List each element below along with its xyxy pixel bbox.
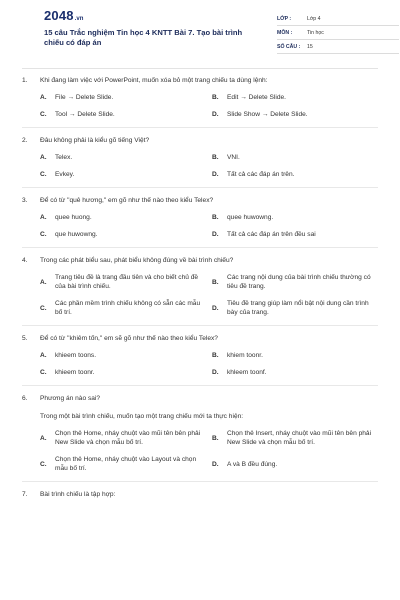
option-letter: D. [212,304,219,312]
answer-option-d[interactable] [212,455,378,473]
option-text: Telex. [55,154,73,161]
option-text: VNI. [227,154,240,161]
question-number: 7. [22,491,28,498]
question-stem: Để có từ "khiêm tốn," em sẽ gõ như thế nào theo kiểu Telex? [40,335,218,342]
option-letter: D. [212,171,219,178]
question-subtext: Trong một bài trình chiếu, muốn tạo một trang chiếu mới ta thực hiện: [40,413,244,420]
question-7 [22,490,378,499]
option-text: File → Delete Slide. [55,94,114,101]
option-text: quee huwowng. [227,214,274,221]
site-logo[interactable] [44,8,83,23]
answer-option-c[interactable] [40,299,206,317]
option-letter: B. [212,352,219,359]
answer-option-b[interactable] [212,93,378,102]
option-letter: B. [212,278,219,286]
answer-option-d[interactable] [212,110,378,119]
meta-label: MÔN : [277,29,293,36]
option-text: Chọn thẻ Home, nháy chuột vào Layout và chọn mẫu bố trí. [55,456,197,472]
question-number: 3. [22,197,28,204]
option-letter: D. [212,231,219,238]
option-letter: C. [40,111,47,118]
question-4 [22,256,378,317]
answer-option-a[interactable] [40,429,206,447]
answer-option-b[interactable] [212,273,378,291]
question-text [22,334,378,343]
option-text: quee huong. [55,214,92,221]
option-letter: A. [40,214,47,221]
answer-option-a[interactable] [40,273,206,291]
meta-row-count [277,40,399,54]
page-header [22,0,378,62]
page-title: 15 câu Trắc nghiệm Tin học 4 KNTT Bài 7. Tạo bài trình chiếu có đáp án [44,28,243,47]
answer-option-b[interactable] [212,213,378,222]
question-divider [22,187,378,188]
meta-row-subject [277,26,399,40]
question-6 [22,394,378,473]
option-letter: A. [40,434,47,442]
header-divider [22,68,378,69]
answer-option-d[interactable] [212,170,378,179]
option-text: que huwowng. [55,231,98,238]
option-letter: D. [212,369,219,376]
answer-option-c[interactable] [40,170,206,179]
question-stem: Phương án nào sai? [40,395,101,402]
question-stem: Trong các phát biểu sau, phát biểu không đúng về bài trình chiếu? [40,257,234,264]
question-text [22,196,378,205]
answer-options [40,170,378,179]
answer-option-b[interactable] [212,153,378,162]
option-text: Tất cả các đáp án trên. [227,171,295,178]
answer-option-b[interactable] [212,351,378,360]
answer-options [40,351,378,360]
answer-options [40,93,378,102]
option-text: Tool → Delete Slide. [55,111,115,118]
answer-options [40,110,378,119]
option-letter: B. [212,434,219,442]
option-letter: B. [212,214,219,221]
option-letter: A. [40,94,47,101]
meta-table [277,12,399,54]
option-letter: A. [40,154,47,161]
option-letter: C. [40,231,47,238]
question-text [22,256,378,265]
logo-number: 2048 [44,8,74,23]
question-3 [22,196,378,239]
option-letter: D. [212,111,219,118]
option-letter: C. [40,171,47,178]
option-text: Chọn thẻ Home, nháy chuột vào mũi tên bên phải New Slide và chọn mẫu bố trí. [55,430,201,446]
question-text [22,394,378,403]
option-letter: B. [212,94,219,101]
question-stem: Bài trình chiếu là tập hợp: [40,491,116,498]
option-text: khieem toons. [55,352,97,359]
option-text: Evkey. [55,171,75,178]
answer-options [40,153,378,162]
answer-options [40,368,378,377]
question-text [22,490,378,499]
question-1 [22,76,378,119]
answer-option-d[interactable] [212,230,378,239]
question-5 [22,334,378,377]
answer-options [40,299,378,317]
option-text: Tiêu đề trang giúp làm nổi bật nội dung cần trình bày của trang. [227,300,369,316]
question-list [22,76,378,499]
question-divider [22,481,378,482]
answer-option-d[interactable] [212,368,378,377]
answer-option-c[interactable] [40,230,206,239]
answer-options [40,429,378,447]
option-letter: B. [212,154,219,161]
answer-option-a[interactable] [40,351,206,360]
question-number: 6. [22,395,28,402]
option-text: A và B đều đúng. [227,460,278,468]
question-stem: Khi đang làm việc với PowerPoint, muốn xóa bỏ một trang chiếu ta dùng lệnh: [40,77,268,84]
option-letter: C. [40,369,47,376]
option-text: Tất cả các đáp án trên đều sai [227,231,316,238]
answer-option-b[interactable] [212,429,378,447]
meta-value: Lớp 4 [307,15,321,22]
option-letter: C. [40,460,47,468]
option-text: Edit → Delete Slide. [227,94,287,101]
answer-option-c[interactable] [40,110,206,119]
answer-option-a[interactable] [40,153,206,162]
option-letter: A. [40,278,47,286]
meta-value: Tin học [307,29,324,36]
meta-row-grade [277,12,399,26]
answer-option-c[interactable] [40,368,206,377]
option-text: khieem toonr. [55,369,95,376]
option-text: khleem toonf. [227,369,267,376]
logo-suffix: .vn [74,16,84,22]
option-text: Chọn thẻ Insert, nháy chuột vào mũi tên bên phải New Slide và chọn mẫu bố trí. [227,430,372,446]
question-divider [22,385,378,386]
option-text: khiem toonr. [227,352,263,359]
option-letter: C. [40,304,47,312]
option-letter: D. [212,460,219,468]
option-letter: A. [40,352,47,359]
question-text [22,136,378,145]
answer-option-d[interactable] [212,299,378,317]
option-text: Các trang nội dung của bài trình chiếu thường có tiêu đề trang. [227,274,371,290]
answer-option-a[interactable] [40,93,206,102]
question-stem: Để có từ "quê hương," em gõ như thế nào theo kiểu Telex? [40,197,214,204]
question-number: 2. [22,137,28,144]
option-text: Slide Show → Delete Slide. [227,111,308,118]
option-text: Các phần mềm trình chiếu không có sẵn các mẫu bố trí. [55,300,201,316]
option-text: Trang tiêu đề là trang đầu tiên và cho biết chủ đề của bài trình chiếu. [55,274,199,290]
meta-label: SỐ CÂU : [277,43,301,50]
answer-options [40,230,378,239]
question-divider [22,247,378,248]
answer-options [40,273,378,291]
question-divider [22,325,378,326]
meta-value: 15 [307,43,313,50]
question-divider [22,127,378,128]
question-2 [22,136,378,179]
question-number: 4. [22,257,28,264]
question-stem: Đâu không phải là kiểu gõ tiếng Việt? [40,137,150,144]
meta-label: LỚP : [277,15,292,22]
answer-option-a[interactable] [40,213,206,222]
question-number: 1. [22,77,28,84]
answer-option-c[interactable] [40,455,206,473]
answer-options [40,213,378,222]
question-text [22,76,378,85]
answer-options [40,455,378,473]
question-number: 5. [22,335,28,342]
